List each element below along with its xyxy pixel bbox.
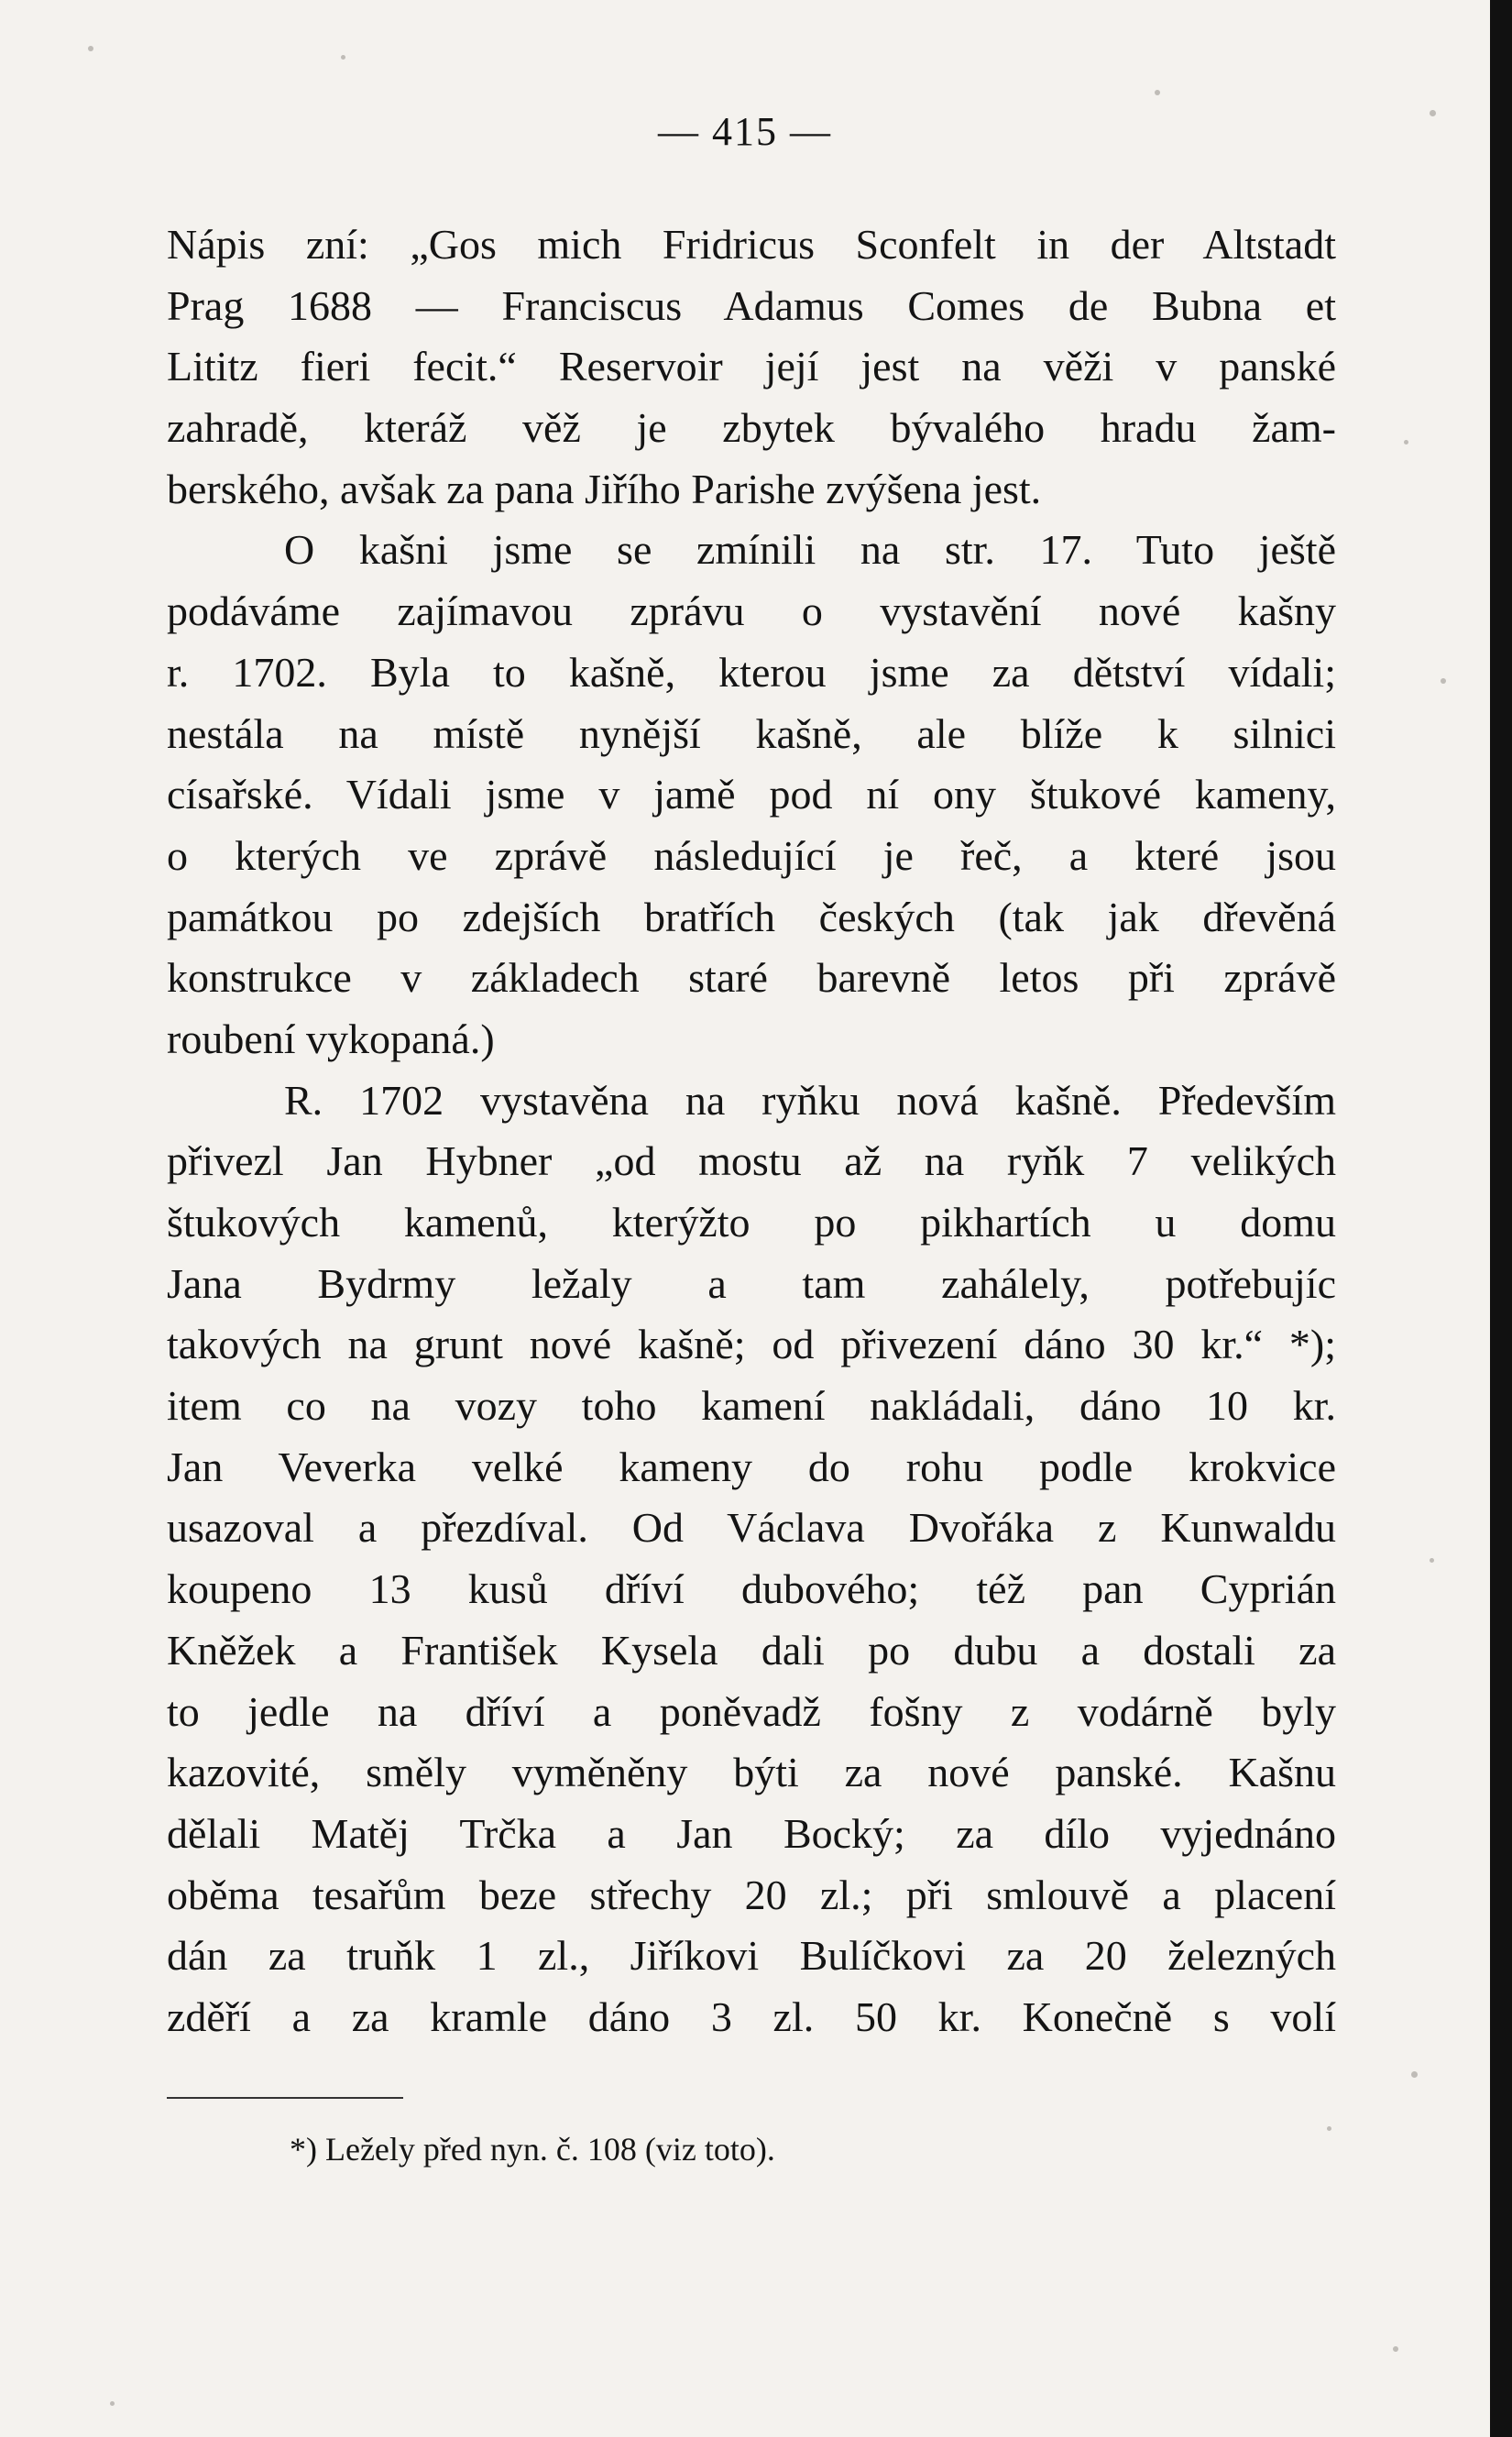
text-line: R. 1702 vystavěna na ryňku nová kašně. Především: [284, 1076, 1336, 1124]
text-line: Jan Veverka velké kameny do rohu podle krokvice: [167, 1443, 1336, 1490]
text-line: štukových kamenů, kterýžto po pikhartích u domu: [167, 1199, 1336, 1246]
text-line: Nápis zní: „Gos mich Fridricus Sconfelt in der Altstadt: [167, 221, 1336, 268]
text-line: konstrukce v základech staré barevně letos při zprávě: [167, 954, 1336, 1002]
paper-spot: [1155, 90, 1160, 95]
text-line: Kněžek a František Kysela dali po dubu a dostali za: [167, 1626, 1336, 1674]
text-line: berského, avšak za pana Jiřího Parishe zvýšena jest.: [167, 465, 1042, 512]
text-line: zahradě, kteráž věž je zbytek bývalého hradu žam-: [167, 404, 1336, 452]
paper-spot: [1441, 678, 1446, 684]
paper-spot: [1393, 2346, 1398, 2352]
paper-spot: [110, 2401, 115, 2406]
text-line: item co na vozy toho kamení nakládali, dáno 10 kr.: [167, 1382, 1336, 1430]
text-line: Jana Bydrmy ležaly a tam zahálely, potřebujíc: [167, 1259, 1336, 1307]
paper-spot: [341, 55, 345, 60]
text-line: dělali Matěj Trčka a Jan Bocký; za dílo vyjednáno: [167, 1809, 1336, 1857]
text-line: koupeno 13 kusů dříví dubového; též pan Cyprián: [167, 1565, 1336, 1613]
footnote-divider: [167, 2097, 403, 2099]
text-line: to jedle na dříví a poněvadž fošny z vodárně byly: [167, 1687, 1336, 1735]
text-line: památkou po zdejších bratřích českých (tak jak dřevěná: [167, 893, 1336, 940]
paper-spot: [1327, 2126, 1331, 2131]
text-line: o kterých ve zprávě následující je řeč, a které jsou: [167, 831, 1336, 879]
paper-spot: [1411, 2071, 1418, 2078]
text-line: kazovité, směly vyměněny býti za nové panské. Kašnu: [167, 1749, 1336, 1796]
footnote: *) Ležely před nyn. č. 108 (viz toto).: [290, 2131, 775, 2168]
text-line: r. 1702. Byla to kašně, kterou jsme za dětství vídali;: [167, 648, 1336, 696]
text-line: Prag 1688 — Franciscus Adamus Comes de Bubna et: [167, 281, 1336, 329]
text-line: císařské. Vídali jsme v jamě pod ní ony štukové kameny,: [167, 771, 1336, 818]
text-line: dán za truňk 1 zl., Jiříkovi Bulíčkovi za 20 železných: [167, 1932, 1336, 1980]
paper-spot: [1404, 440, 1408, 445]
text-line: roubení vykopaná.): [167, 1015, 495, 1062]
text-line: takových na grunt nové kašně; od přivezení dáno 30 kr.“ *);: [167, 1321, 1336, 1368]
text-line: usazoval a přezdíval. Od Václava Dvořáka z Kunwaldu: [167, 1504, 1336, 1552]
text-line: nestála na místě nynější kašně, ale blíže k silnici: [167, 709, 1336, 757]
paper-spot: [1430, 1558, 1434, 1563]
text-line: podáváme zajímavou zprávu o vystavění nové kašny: [167, 587, 1336, 635]
body-text: [167, 214, 1336, 2048]
paper-spot: [88, 46, 93, 51]
text-line: oběma tesařům beze střechy 20 zl.; při smlouvě a placení: [167, 1871, 1336, 1918]
text-line: O kašni jsme se zmínili na str. 17. Tuto ještě: [284, 526, 1336, 574]
page-number: — 415 —: [658, 109, 832, 154]
text-line: zděří a za kramle dáno 3 zl. 50 kr. Konečně s volí: [167, 1992, 1336, 2040]
text-line: přivezl Jan Hybner „od mostu až na ryňk 7 velikých: [167, 1137, 1336, 1185]
page-edge: [1490, 0, 1512, 2437]
text-line: Lititz fieri fecit.“ Reservoir její jest na věži v panské: [167, 343, 1336, 390]
